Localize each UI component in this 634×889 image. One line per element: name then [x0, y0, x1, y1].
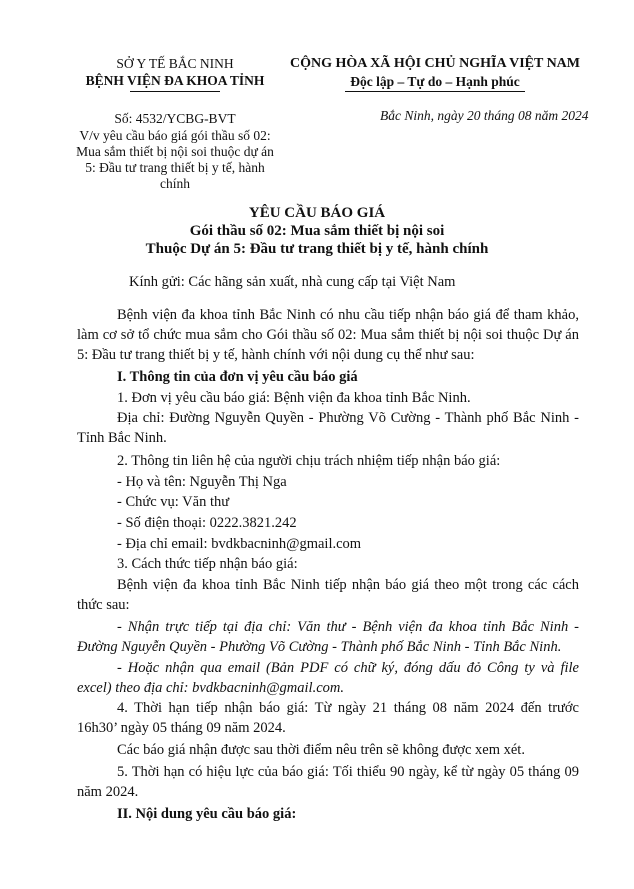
place-date: Bắc Ninh, ngày 20 tháng 08 năm 2024	[380, 108, 589, 123]
subject-line: 5: Đầu tư trang thiết bị y tế, hành	[85, 160, 265, 175]
subject-line: chính	[160, 176, 190, 191]
contact-position: - Chức vụ: Văn thư	[117, 494, 230, 510]
method-email: - Hoặc nhận qua email (Bản PDF có chữ ký, đóng dấu đỏ Công ty và file excel) theo địa chỉ: bvdkbacninh@gmail.com.	[77, 660, 579, 696]
unit-address: Địa chỉ: Đường Nguyễn Quyền - Phường Võ Cường - Thành phố Bắc Ninh - Tỉnh Bắc Ninh.	[77, 410, 579, 446]
submission-deadline: 4. Thời hạn tiếp nhận báo giá: Từ ngày 21 tháng 08 năm 2024 đến trước 16h30’ ngày 05 tháng 09 năm 2024.	[77, 700, 579, 736]
section-1-heading: I. Thông tin của đơn vị yêu cầu báo giá	[117, 369, 358, 385]
quote-validity: 5. Thời hạn có hiệu lực của báo giá: Tối thiểu 90 ngày, kể từ ngày 05 tháng 09 năm 2024.	[77, 764, 579, 800]
package-title: Gói thầu số 02: Mua sắm thiết bị nội soi	[189, 223, 445, 239]
method-heading: 3. Cách thức tiếp nhận báo giá:	[117, 556, 298, 572]
document-title: YÊU CẦU BÁO GIÁ	[248, 205, 386, 221]
nation-motto: Độc lập – Tự do – Hạnh phúc	[350, 74, 520, 89]
issuer-underline	[130, 91, 220, 92]
contact-heading: 2. Thông tin liên hệ của người chịu trách nhiệm tiếp nhận báo giá:	[117, 453, 501, 469]
contact-name: - Họ và tên: Nguyễn Thị Nga	[117, 474, 287, 490]
subject-line: V/v yêu cầu báo giá gói thầu số 02:	[79, 128, 271, 143]
motto-underline	[345, 91, 525, 92]
nation-title: CỘNG HÒA XÃ HỘI CHỦ NGHĨA VIỆT NAM	[289, 56, 580, 71]
contact-email: - Địa chỉ email: bvdkbacninh@gmail.com	[117, 536, 362, 552]
method-direct: - Nhận trực tiếp tại địa chỉ: Văn thư - Bệnh viện đa khoa tỉnh Bắc Ninh - Đường Nguyễn Quyền - Phường Võ Cường - Thành phố Bắc Ninh - Tỉnh Bắc Ninh.	[77, 619, 579, 655]
subject-line: Mua sắm thiết bị nội soi thuộc dự án	[76, 144, 274, 159]
contact-phone: - Số điện thoại: 0222.3821.242	[117, 515, 297, 531]
project-title: Thuộc Dự án 5: Đầu tư trang thiết bị y tế, hành chính	[145, 241, 489, 257]
document-number: Số: 4532/YCBG-BVT	[114, 111, 236, 126]
late-submission-note: Các báo giá nhận được sau thời điểm nêu trên sẽ không được xem xét.	[117, 742, 525, 758]
section-2-heading: II. Nội dung yêu cầu báo giá:	[117, 806, 297, 822]
issuer-authority: SỞ Y TẾ BẮC NINH	[116, 56, 234, 71]
issuer-hospital: BỆNH VIỆN ĐA KHOA TỈNH	[85, 73, 265, 88]
requesting-unit: 1. Đơn vị yêu cầu báo giá: Bệnh viện đa khoa tỉnh Bắc Ninh.	[117, 390, 471, 406]
method-intro: Bệnh viện đa khoa tỉnh Bắc Ninh tiếp nhận báo giá theo một trong các cách thức sau:	[77, 577, 579, 613]
intro-paragraph: Bệnh viện đa khoa tỉnh Bắc Ninh có nhu cầu tiếp nhận báo giá để tham khảo, làm cơ sở tổ chức mua sắm cho Gói thầu số 02: Mua sắm thiết bị nội soi thuộc Dự án 5: Đầu tư trang thiết bị y tế, hành chính với nội dung cụ thể như sau:	[77, 307, 579, 363]
greeting: Kính gửi: Các hãng sản xuất, nhà cung cấp tại Việt Nam	[129, 274, 456, 290]
